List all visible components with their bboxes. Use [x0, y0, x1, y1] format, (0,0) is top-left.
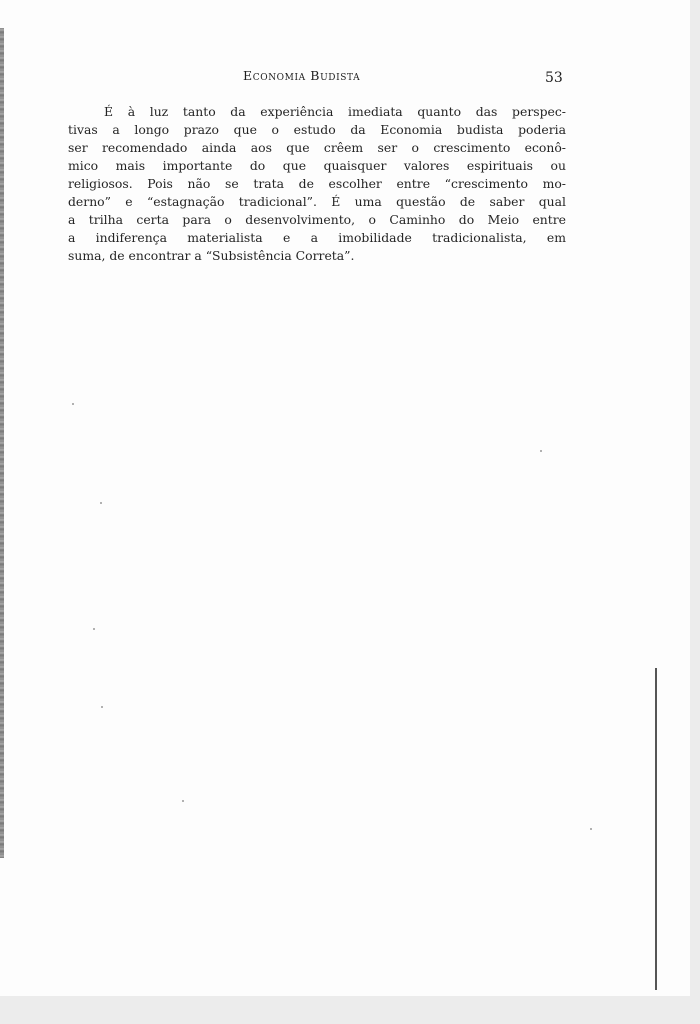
text-line: É à luz tanto da experiência imediata quanto das perspec-: [104, 104, 566, 119]
paragraph: [68, 103, 566, 265]
text-line: suma, de encontrar a “Subsistência Correta”.: [68, 248, 355, 263]
text-line: a indiferença materialista e a imobilidade tradicionalista, em: [68, 230, 566, 245]
paper-speck: [590, 828, 592, 830]
scan-margin-right: [690, 0, 700, 1024]
paper-speck: [540, 450, 542, 452]
paper-speck: [101, 706, 103, 708]
text-line: mico mais importante do que quaisquer valores espirituais ou: [68, 158, 566, 173]
text-line: derno” e “estagnação tradicional”. É uma questão de saber qual: [68, 194, 566, 209]
page-edge-line: [655, 668, 657, 990]
text-line: tivas a longo prazo que o estudo da Economia budista poderia: [68, 122, 566, 137]
paper-speck: [93, 628, 95, 630]
paper-speck: [72, 403, 74, 405]
page-number: 53: [545, 70, 563, 86]
text-line: ser recomendado ainda aos que crêem ser o crescimento econô-: [68, 140, 566, 155]
text-line: religiosos. Pois não se trata de escolher entre “crescimento mo-: [68, 176, 566, 191]
paper-speck: [182, 800, 184, 802]
book-spine-edge: [0, 28, 4, 858]
scan-margin-bottom: [0, 996, 700, 1024]
text-line: a trilha certa para o desenvolvimento, o Caminho do Meio entre: [68, 212, 566, 227]
running-head-title: Economia Budista: [243, 68, 361, 83]
paper-speck: [100, 502, 102, 504]
